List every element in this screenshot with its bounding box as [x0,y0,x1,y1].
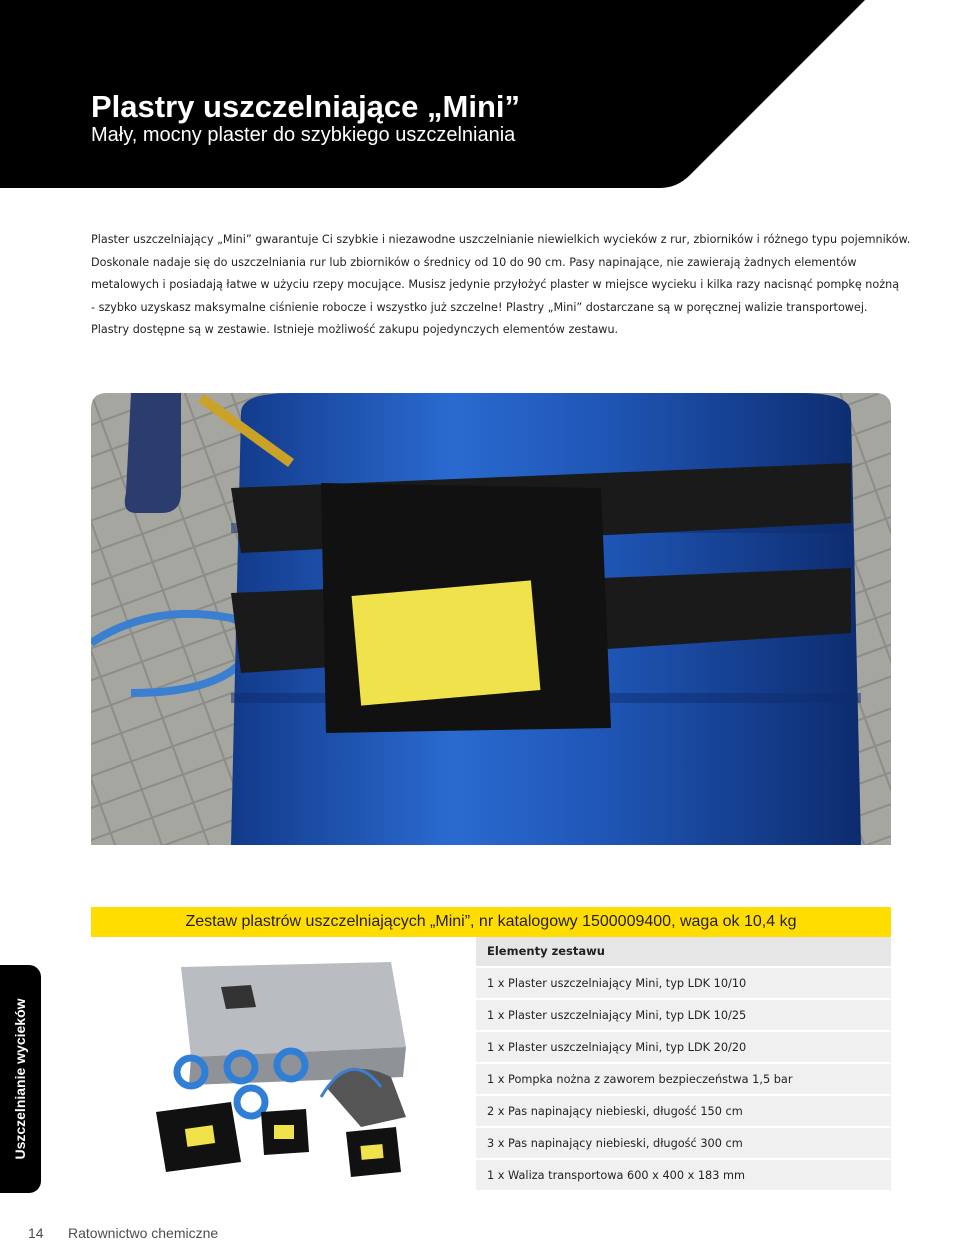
list-item [476,1096,891,1126]
page-number: 14 [28,1225,44,1241]
footer-section-title: Ratownictwo chemiczne [68,1225,219,1241]
list-item-label: 1 x Plaster uszczelniający Mini, typ LDK 10/25 [487,1009,747,1022]
page-title: Plastry uszczelniające „Mini” [91,89,521,124]
page-subtitle: Mały, mocny plaster do szybkiego uszczelniania [91,124,516,146]
intro-line: Plaster uszczelniający „Mini” gwarantuje Ci szybkie i niezawodne uszczelnianie niewielkich wycieków z rur, zbiorników i różnego typu pojemników. [91,233,911,246]
kit-title-bar [91,907,891,937]
list-item-label: 2 x Pas napinający niebieski, długość 150 cm [487,1105,743,1118]
list-item [476,968,891,998]
intro-line: - szybko uzyskasz maksymalne ciśnienie robocze i wszystko już szczelne! Plastry „Mini” dostarczane są w poręcznej walizie transportowej. [91,300,868,314]
kit-items-list [476,968,891,1192]
list-item [476,1128,891,1158]
list-item-label: 1 x Waliza transportowa 600 x 400 x 183 mm [487,1169,746,1182]
intro-line: Plastry dostępne są w zestawie. Istnieje możliwość zakupu pojedynczych elementów zestawu. [91,323,619,336]
kit-photo [91,937,474,1192]
section-side-tab [0,965,41,1193]
kit-list-header-label: Elementy zestawu [487,944,605,958]
list-item-label: 3 x Pas napinający niebieski, długość 300 cm [487,1137,743,1150]
kit-title: Zestaw plastrów uszczelniających „Mini”, nr katalogowy 1500009400, waga ok 10,4 kg [185,913,797,930]
intro-line: Doskonale nadaje się do uszczelniania rur lub zbiorników o średnicy od 10 do 90 cm. Pasy napinające, nie zawierają żadnych elementów [91,255,857,269]
list-item [476,1064,891,1094]
list-item-label: 1 x Plaster uszczelniający Mini, typ LDK 10/10 [487,977,747,990]
intro-paragraph [91,229,911,342]
intro-line: metalowych i posiadają łatwe w użyciu rzepy mocujące. Musisz jedynie przyłożyć plaster w miejsce wycieku i kilka razy nacisnąć pompkę nożną [91,278,900,291]
header-banner [0,0,960,190]
product-photo [91,393,891,845]
list-item [476,1032,891,1062]
list-item-label: 1 x Plaster uszczelniający Mini, typ LDK 20/20 [487,1041,747,1054]
section-side-tab-label: Uszczelnianie wycieków [12,998,28,1160]
list-item [476,1160,891,1190]
list-item-label: 1 x Pompka nożna z zaworem bezpieczeństwa 1,5 bar [487,1073,793,1086]
kit-list-header [476,937,891,966]
list-item [476,1000,891,1030]
